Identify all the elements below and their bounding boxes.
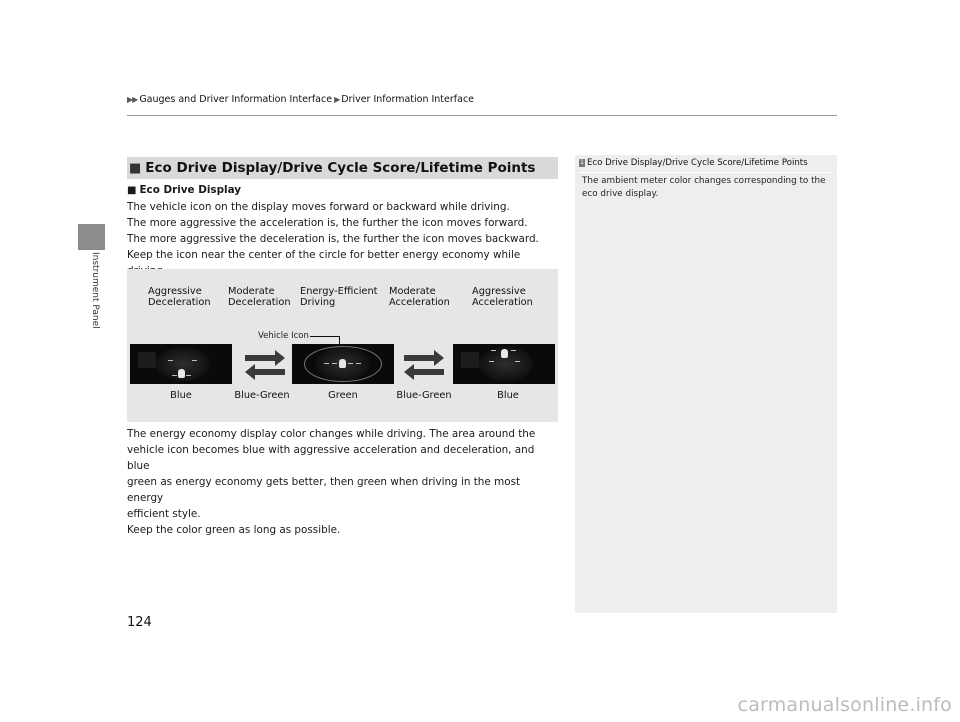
screen-tick [324,363,329,364]
side-note-panel [575,155,837,613]
display-screen-efficient [292,344,394,384]
reference-icon: 1 [580,159,584,166]
screen-panel [461,352,479,368]
screen-tick [356,363,361,364]
side-note-title: 1 Eco Drive Display/Drive Cycle Score/Lifetime Points [580,158,808,168]
color-label: Blue [497,390,519,401]
body-line: green as energy economy gets better, then green when driving in the most energy [127,476,521,504]
vehicle-icon [501,349,508,358]
screen-tick [491,350,496,351]
figure-top-label: Aggressive Deceleration [148,286,211,308]
color-label: Blue-Green [396,390,452,401]
color-explanation-paragraph [127,426,559,538]
display-screen-acceleration [453,344,555,384]
breadcrumb-arrow-icon: ▶▶ [127,95,138,104]
vehicle-icon [178,369,185,378]
screen-tick [192,360,197,361]
color-label: Blue-Green [234,390,290,401]
figure-top-label: Energy-Efficient Driving [300,286,378,308]
screen-tick [332,363,337,364]
eco-drive-figure [127,269,558,422]
screen-tick [511,350,516,351]
figure-top-label: Moderate Deceleration [228,286,291,308]
subsection-text [127,182,559,279]
chapter-label: Instrument Panel [90,252,100,329]
vehicle-icon-label: Vehicle Icon [258,331,309,341]
display-screen-deceleration [130,344,232,384]
header-rule [127,115,837,116]
side-note-body: The ambient meter color changes corresponding to the eco drive display. [582,176,826,199]
watermark: carmanualsonline.info [737,694,952,716]
screen-tick [186,375,191,376]
body-line: The more aggressive the acceleration is, the further the icon moves forward. [127,217,528,229]
double-arrow-icon [404,350,444,380]
body-line: vehicle icon becomes blue with aggressive acceleration and deceleration, and blue [127,444,535,472]
figure-top-label: Aggressive Acceleration [472,286,533,308]
subsection-square-icon: ■ [127,185,137,196]
page-number: 124 [127,615,152,630]
side-note-rule [579,172,833,173]
chapter-tab-marker [78,224,105,250]
body-line: The energy economy display color changes while driving. The area around the [127,428,536,440]
screen-tick [168,360,173,361]
screen-tick [489,361,494,362]
screen-tick [515,361,520,362]
color-label: Green [328,390,358,401]
breadcrumb-level-1: Gauges and Driver Information Interface [139,94,333,105]
breadcrumb-arrow-icon: ▶ [334,95,340,104]
body-line: Keep the color green as long as possible. [127,524,341,536]
screen-tick [172,375,177,376]
screen-tick [348,363,353,364]
body-line: Keep the icon near the center of the circle for better energy economy while [127,249,521,261]
vehicle-icon [339,359,346,368]
breadcrumb [127,94,474,105]
body-line: efficient style. [127,508,201,520]
double-arrow-icon [245,350,285,380]
breadcrumb-level-2: Driver Information Interface [341,94,475,105]
section-square-icon: ■ [129,160,142,176]
body-line: The vehicle icon on the display moves forward or backward while driving. [127,201,510,213]
subsection-heading: ■ Eco Drive Display [127,184,242,196]
color-label: Blue [170,390,192,401]
body-line: The more aggressive the deceleration is, the further the icon moves backward. [127,233,539,245]
section-heading [127,157,558,179]
section-title: Eco Drive Display/Drive Cycle Score/Lifetime Points [145,160,536,176]
figure-top-label: Moderate Acceleration [389,286,450,308]
screen-panel [138,352,156,368]
